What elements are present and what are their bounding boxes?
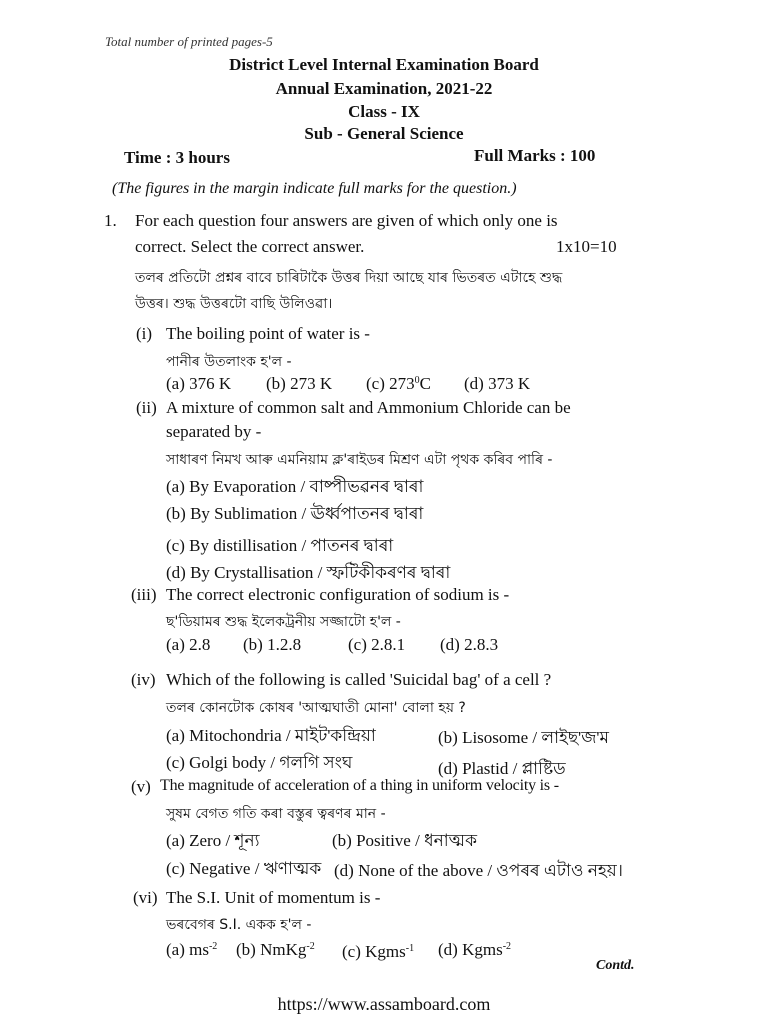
option-iv-c: (c) Golgi body / গলগি সংঘ (166, 753, 353, 772)
q1-text-line1: For each question four answers are given of which only one is (135, 211, 558, 230)
option-vi-a: (a) $ms^{-2}$ (166, 940, 218, 959)
option-iv-d: (d) Plastid / প্লাষ্টিড (438, 759, 566, 778)
option-i-a: (a) 376 K (166, 374, 232, 393)
option-iii-c: (c) 2.8.1 (348, 635, 406, 654)
sub-question-ii-text-line1: A mixture of common salt and Ammonium Chloride can be (166, 398, 571, 417)
sub-question-iii-number: (iii) (131, 585, 157, 604)
sub-question-ii-text-line2: separated by - (166, 422, 262, 441)
sub-question-vi-number: (vi) (133, 888, 158, 907)
q1-assamese-line1: তলৰ প্ৰতিটো প্ৰশ্নৰ বাবে চাৰিটাকৈ উত্তৰ দিয়া আছে যাৰ ভিতৰত এটাহে শুদ্ধ (135, 270, 563, 286)
sub-question-ii-number: (ii) (136, 398, 157, 417)
option-ii-c: (c) By distillisation / পাতনৰ দ্বাৰা (166, 536, 394, 555)
sub-question-vi-text: The S.I. Unit of momentum is - (166, 888, 381, 907)
margin-instruction: (The figures in the margin indicate full marks for the question.) (112, 180, 517, 197)
question-number: 1. (104, 211, 117, 230)
option-i-b: (b) 273 K (266, 374, 333, 393)
option-ii-d: (d) By Crystallisation / স্ফটিকীকৰণৰ দ্বাৰা (166, 563, 451, 582)
option-iv-a: (a) Mitochondria / মাইট'কন্দ্ৰিয়া (166, 726, 376, 745)
option-ii-a: (a) By Evaporation / বাষ্পীভৱনৰ দ্বাৰা (166, 477, 424, 496)
sub-question-vi-assamese: ভৰবেগৰ S.I. একক হ'ল - (166, 917, 312, 933)
option-iii-a: (a) 2.8 (166, 635, 211, 654)
q1-assamese-line2: উত্তৰ। শুদ্ধ উত্তৰটো বাছি উলিওৱা। (135, 296, 333, 312)
exam-title: Annual Examination, 2021-22 (275, 79, 493, 98)
sub-question-iv-text: Which of the following is called 'Suicidal bag' of a cell ? (166, 670, 552, 689)
option-iii-b: (b) 1.2.8 (243, 635, 302, 654)
time-label: Time : 3 hours (124, 148, 230, 167)
sub-question-iv-number: (iv) (131, 670, 156, 689)
option-i-c: (c) $273^0C$ (366, 374, 431, 393)
printed-pages-note: Total number of printed pages-5 (105, 34, 273, 49)
q1-marks: 1x10=10 (556, 237, 617, 256)
class-title: Class - IX (348, 102, 420, 121)
sub-question-ii-assamese: সাধাৰণ নিমখ আৰু এমনিয়াম ক্ল'ৰাইডৰ মিশ্ৰণ এটা পৃথক কৰিব পাৰি - (166, 452, 553, 468)
sub-question-iii-assamese: ছ'ডিয়ামৰ শুদ্ধ ইলেকট্ৰনীয় সজ্জাটো হ'ল - (166, 614, 401, 630)
option-vi-d: (d) Kgms$^{-2}$ (438, 940, 512, 959)
subject-title: Sub - General Science (304, 124, 464, 143)
continued-note: Contd. (596, 958, 635, 973)
sub-question-v-assamese: সুষম বেগত গতি কৰা বস্তুৰ ত্বৰণৰ মান - (166, 806, 386, 822)
option-v-c: (c) Negative / ঋণাত্মক (166, 859, 322, 878)
sub-question-v-text: The magnitude of acceleration of a thing in uniform velocity is - (160, 777, 559, 794)
option-vi-b: (b) NmKg$^{-2}$ (236, 940, 315, 959)
q1-text-line2: correct. Select the correct answer. (135, 237, 365, 256)
sub-question-v-number: (v) (131, 777, 151, 796)
sub-question-iv-assamese: তলৰ কোনটোক কোষৰ 'আত্মঘাতী মোনা' বোলা হয় ? (166, 700, 466, 716)
sub-question-i-number: (i) (136, 324, 153, 343)
option-vi-c: (c) Kgms$^{-1}$ (342, 942, 415, 961)
full-marks-label: Full Marks : 100 (474, 146, 596, 165)
option-v-a: (a) Zero / শূন্য (166, 831, 260, 850)
option-iv-b: (b) Lisosome / লাইছ'জ'ম (438, 728, 609, 747)
footer-url: https://www.assamboard.com (277, 994, 491, 1014)
sub-question-iii-text: The correct electronic configuration of sodium is - (166, 585, 510, 604)
option-iii-d: (d) 2.8.3 (440, 635, 499, 654)
option-ii-b: (b) By Sublimation / ঊৰ্ধ্বপাতনৰ দ্বাৰা (166, 504, 424, 523)
sub-question-i-text: The boiling point of water is - (166, 324, 370, 343)
option-v-d: (d) None of the above / ওপৰৰ এটাও নহয়। (334, 861, 623, 880)
sub-question-i-assamese: পানীৰ উতলাংক হ'ল - (166, 354, 292, 370)
option-i-d: (d) 373 K (464, 374, 531, 393)
board-title: District Level Internal Examination Board (229, 55, 539, 74)
option-v-b: (b) Positive / ধনাত্মক (332, 831, 477, 850)
